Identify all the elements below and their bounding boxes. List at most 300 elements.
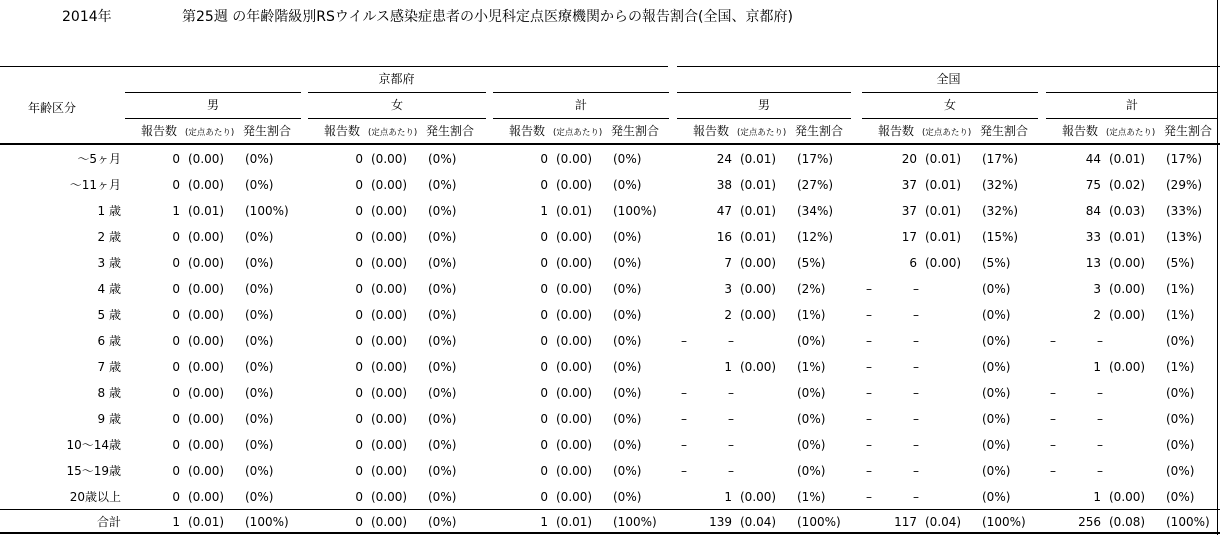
cell-count: – — [866, 490, 872, 504]
cell-count: – — [681, 464, 687, 478]
region-header: 京都府 — [378, 72, 415, 86]
cell-rate: – — [728, 386, 734, 400]
cell-count: 0 — [355, 230, 363, 244]
cell-pct: (0%) — [428, 490, 457, 504]
cell-pct: (100%) — [982, 515, 1026, 529]
sub-header-rate: (定点あたり) — [368, 128, 418, 138]
cell-pct: (17%) — [982, 152, 1019, 166]
cell-pct: (0%) — [613, 412, 642, 426]
cell-count: 6 — [909, 256, 917, 270]
cell-pct: (0%) — [982, 412, 1011, 426]
cell-pct: (0%) — [613, 256, 642, 270]
cell-pct: (0%) — [613, 308, 642, 322]
cell-count: 0 — [540, 256, 548, 270]
sub-header-rule — [125, 118, 301, 119]
sex-header-rule — [677, 92, 851, 93]
cell-count: – — [681, 334, 687, 348]
cell-count: 0 — [355, 204, 363, 218]
cell-count: 38 — [716, 178, 732, 192]
cell-rate: (0.00) — [556, 490, 593, 504]
cell-count: 0 — [540, 386, 548, 400]
cell-count: 0 — [172, 256, 180, 270]
cell-pct: (0%) — [428, 334, 457, 348]
sub-header-rate: (定点あたり) — [553, 128, 603, 138]
cell-count: 2 — [1093, 308, 1101, 322]
cell-rate: (0.00) — [188, 152, 225, 166]
cell-rate: (0.00) — [1109, 360, 1146, 374]
cell-count: 0 — [540, 490, 548, 504]
cell-rate: (0.00) — [740, 256, 777, 270]
cell-pct: (0%) — [428, 360, 457, 374]
cell-count: 0 — [540, 230, 548, 244]
sub-header-rule — [493, 118, 669, 119]
cell-count: 0 — [355, 386, 363, 400]
age-row-label: 20歳以上 — [69, 490, 121, 504]
sub-header-rate: (定点あたり) — [1106, 128, 1156, 138]
cell-rate: (0.00) — [740, 360, 777, 374]
cell-pct: (0%) — [245, 334, 274, 348]
cell-count: 1 — [724, 490, 732, 504]
cell-count: 0 — [172, 490, 180, 504]
cell-count: 0 — [540, 464, 548, 478]
cell-rate: (0.00) — [371, 438, 408, 452]
cell-pct: (1%) — [797, 490, 826, 504]
cell-pct: (0%) — [613, 386, 642, 400]
cell-pct: (13%) — [1166, 230, 1203, 244]
cell-count: 2 — [724, 308, 732, 322]
sex-header: 計 — [1125, 98, 1139, 112]
cell-count: 0 — [355, 412, 363, 426]
sex-header-rule — [862, 92, 1038, 93]
cell-pct: (0%) — [982, 386, 1011, 400]
cell-rate: (0.01) — [556, 515, 593, 529]
cell-count: 37 — [901, 204, 917, 218]
cell-rate: – — [913, 386, 919, 400]
cell-pct: (0%) — [428, 230, 457, 244]
cell-rate: – — [1097, 334, 1103, 348]
cell-count: 24 — [716, 152, 732, 166]
cell-count: 0 — [540, 308, 548, 322]
cell-rate: – — [728, 334, 734, 348]
cell-pct: (0%) — [982, 438, 1011, 452]
cell-rate: (0.01) — [925, 204, 962, 218]
cell-pct: (0%) — [1166, 334, 1195, 348]
cell-rate: (0.01) — [740, 204, 777, 218]
cell-rate: – — [728, 438, 734, 452]
cell-pct: (0%) — [982, 308, 1011, 322]
cell-count: – — [866, 438, 872, 452]
cell-pct: (100%) — [245, 515, 289, 529]
cell-pct: (100%) — [1166, 515, 1210, 529]
cell-count: – — [866, 282, 872, 296]
cell-rate: (0.00) — [925, 256, 962, 270]
cell-count: – — [866, 308, 872, 322]
sex-header-rule — [308, 92, 486, 93]
cell-rate: (0.01) — [740, 178, 777, 192]
cell-pct: (5%) — [797, 256, 826, 270]
cell-count: 0 — [355, 152, 363, 166]
row-header-label: 年齢区分 — [27, 101, 77, 115]
cell-count: – — [1050, 464, 1056, 478]
cell-count: – — [1050, 438, 1056, 452]
cell-pct: (0%) — [245, 256, 274, 270]
cell-pct: (17%) — [1166, 152, 1203, 166]
age-row-label: 9 歳 — [97, 412, 121, 426]
cell-count: 0 — [355, 464, 363, 478]
age-row-label: 2 歳 — [97, 230, 121, 244]
cell-count: 0 — [355, 360, 363, 374]
age-row-label: 7 歳 — [97, 360, 121, 374]
cell-pct: (0%) — [428, 256, 457, 270]
cell-pct: (27%) — [797, 178, 834, 192]
age-row-label: 10～14歳 — [66, 438, 121, 452]
cell-pct: (0%) — [1166, 412, 1195, 426]
year-label: 2014年 — [62, 9, 112, 25]
cell-rate: – — [1097, 464, 1103, 478]
cell-rate: (0.00) — [556, 256, 593, 270]
cell-rate: (0.00) — [556, 386, 593, 400]
cell-rate: (0.01) — [1109, 230, 1146, 244]
cell-count: 0 — [172, 308, 180, 322]
cell-pct: (0%) — [245, 438, 274, 452]
cell-pct: (0%) — [428, 204, 457, 218]
cell-pct: (0%) — [982, 360, 1011, 374]
cell-rate: (0.00) — [188, 412, 225, 426]
age-row-label: 4 歳 — [97, 282, 121, 296]
cell-rate: (0.01) — [188, 204, 225, 218]
cell-rate: (0.00) — [556, 464, 593, 478]
cell-pct: (0%) — [245, 412, 274, 426]
cell-count: 0 — [172, 386, 180, 400]
cell-count: 13 — [1085, 256, 1101, 270]
cell-pct: (0%) — [245, 178, 274, 192]
cell-count: 0 — [172, 334, 180, 348]
cell-rate: (0.00) — [188, 308, 225, 322]
cell-rate: (0.02) — [1109, 178, 1146, 192]
cell-rate: (0.00) — [371, 178, 408, 192]
cell-rate: (0.00) — [371, 490, 408, 504]
cell-count: 16 — [716, 230, 732, 244]
cell-count: 1 — [724, 360, 732, 374]
cell-rate: (0.01) — [925, 230, 962, 244]
cell-rate: – — [728, 412, 734, 426]
cell-pct: (0%) — [1166, 490, 1195, 504]
right-border-line — [1217, 0, 1218, 535]
cell-rate: (0.00) — [371, 308, 408, 322]
page-title: 第25週 の年齢階級別RSウイルス感染症患者の小児科定点医療機関からの報告割合(全国、京都府) — [182, 9, 793, 25]
cell-pct: (0%) — [982, 490, 1011, 504]
table-bottom-rule — [0, 532, 1220, 534]
cell-pct: (0%) — [428, 178, 457, 192]
sub-header-rule — [1046, 118, 1218, 119]
table-top-rule — [677, 66, 1220, 67]
cell-rate: (0.00) — [371, 386, 408, 400]
sex-header-rule — [1046, 92, 1218, 93]
sex-header-rule — [493, 92, 669, 93]
cell-count: 0 — [540, 412, 548, 426]
cell-rate: (0.04) — [740, 515, 777, 529]
cell-count: 84 — [1085, 204, 1101, 218]
cell-rate: (0.00) — [556, 334, 593, 348]
cell-rate: (0.00) — [371, 334, 408, 348]
cell-pct: (0%) — [1166, 438, 1195, 452]
cell-pct: (0%) — [613, 230, 642, 244]
cell-rate: (0.01) — [740, 230, 777, 244]
cell-count: 0 — [172, 360, 180, 374]
cell-pct: (1%) — [1166, 308, 1195, 322]
cell-pct: (0%) — [245, 230, 274, 244]
cell-pct: (0%) — [613, 490, 642, 504]
cell-count: 1 — [1093, 360, 1101, 374]
age-row-label: 6 歳 — [97, 334, 121, 348]
sub-header-pct: 発生割合 — [426, 124, 475, 138]
cell-pct: (0%) — [428, 386, 457, 400]
cell-count: 139 — [709, 515, 732, 529]
region-header: 全国 — [936, 72, 961, 86]
cell-pct: (0%) — [1166, 464, 1195, 478]
cell-count: 44 — [1085, 152, 1101, 166]
cell-pct: (1%) — [797, 360, 826, 374]
cell-rate: (0.00) — [371, 256, 408, 270]
cell-pct: (100%) — [245, 204, 289, 218]
cell-rate: (0.00) — [1109, 256, 1146, 270]
sub-header-rate: (定点あたり) — [922, 128, 972, 138]
cell-count: 0 — [172, 464, 180, 478]
cell-count: – — [866, 386, 872, 400]
cell-rate: – — [728, 464, 734, 478]
cell-pct: (0%) — [428, 438, 457, 452]
sex-header: 計 — [574, 98, 588, 112]
sex-header: 男 — [757, 98, 771, 112]
cell-rate: – — [913, 412, 919, 426]
cell-pct: (0%) — [428, 282, 457, 296]
cell-pct: (0%) — [245, 464, 274, 478]
sub-header-count: 報告数 — [324, 124, 361, 138]
cell-pct: (100%) — [613, 204, 657, 218]
cell-rate: – — [913, 308, 919, 322]
cell-count: 256 — [1078, 515, 1101, 529]
cell-pct: (0%) — [613, 152, 642, 166]
cell-pct: (0%) — [613, 334, 642, 348]
sex-header-rule — [125, 92, 301, 93]
cell-rate: (0.00) — [1109, 282, 1146, 296]
cell-pct: (1%) — [1166, 360, 1195, 374]
cell-pct: (29%) — [1166, 178, 1203, 192]
cell-pct: (0%) — [1166, 386, 1195, 400]
cell-count: 1 — [540, 515, 548, 529]
cell-rate: (0.03) — [1109, 204, 1146, 218]
cell-count: 0 — [355, 334, 363, 348]
age-row-label: 8 歳 — [97, 386, 121, 400]
cell-rate: – — [913, 360, 919, 374]
cell-pct: (17%) — [797, 152, 834, 166]
cell-count: 1 — [540, 204, 548, 218]
cell-count: 0 — [355, 438, 363, 452]
cell-count: 0 — [355, 308, 363, 322]
cell-pct: (5%) — [982, 256, 1011, 270]
sub-header-rate: (定点あたり) — [185, 128, 235, 138]
cell-count: 0 — [172, 438, 180, 452]
cell-count: 0 — [540, 438, 548, 452]
cell-rate: (0.00) — [371, 515, 408, 529]
cell-count: 0 — [540, 360, 548, 374]
age-row-label: 5 歳 — [97, 308, 121, 322]
cell-rate: (0.00) — [188, 464, 225, 478]
cell-rate: (0.00) — [371, 282, 408, 296]
cell-pct: (0%) — [428, 464, 457, 478]
cell-count: 1 — [172, 515, 180, 529]
cell-rate: (0.00) — [556, 282, 593, 296]
total-top-rule — [0, 509, 1220, 510]
cell-count: 3 — [724, 282, 732, 296]
cell-pct: (32%) — [982, 178, 1019, 192]
cell-rate: (0.01) — [1109, 152, 1146, 166]
cell-count: 1 — [172, 204, 180, 218]
cell-count: 0 — [540, 152, 548, 166]
age-row-label: 1 歳 — [97, 204, 121, 218]
cell-count: 0 — [172, 282, 180, 296]
cell-rate: (0.00) — [188, 230, 225, 244]
cell-rate: (0.00) — [371, 230, 408, 244]
cell-count: 37 — [901, 178, 917, 192]
age-row-label: ～11ヶ月 — [69, 178, 121, 192]
sex-header: 男 — [206, 98, 220, 112]
cell-rate: – — [913, 282, 919, 296]
cell-pct: (0%) — [982, 464, 1011, 478]
cell-count: – — [866, 464, 872, 478]
cell-rate: (0.00) — [371, 204, 408, 218]
cell-count: – — [866, 412, 872, 426]
sex-header: 女 — [390, 98, 404, 112]
cell-rate: (0.00) — [188, 256, 225, 270]
cell-rate: (0.00) — [371, 464, 408, 478]
sex-header: 女 — [943, 98, 957, 112]
cell-rate: (0.00) — [1109, 490, 1146, 504]
cell-pct: (0%) — [245, 282, 274, 296]
sub-header-count: 報告数 — [509, 124, 546, 138]
cell-rate: (0.00) — [740, 308, 777, 322]
cell-rate: – — [913, 490, 919, 504]
cell-rate: (0.00) — [188, 438, 225, 452]
sub-header-rule — [677, 118, 851, 119]
age-row-label: ～5ヶ月 — [77, 152, 121, 166]
cell-rate: (0.00) — [188, 386, 225, 400]
cell-pct: (34%) — [797, 204, 834, 218]
sub-header-count: 報告数 — [1062, 124, 1099, 138]
cell-count: – — [1050, 412, 1056, 426]
cell-rate: – — [1097, 438, 1103, 452]
cell-pct: (0%) — [428, 308, 457, 322]
cell-rate: (0.00) — [556, 438, 593, 452]
cell-rate: (0.00) — [740, 282, 777, 296]
sub-header-pct: 発生割合 — [980, 124, 1029, 138]
cell-count: 0 — [355, 282, 363, 296]
cell-count: 0 — [172, 230, 180, 244]
cell-pct: (32%) — [982, 204, 1019, 218]
cell-count: 7 — [724, 256, 732, 270]
cell-count: 17 — [901, 230, 917, 244]
cell-rate: (0.01) — [556, 204, 593, 218]
cell-rate: (0.00) — [371, 152, 408, 166]
cell-pct: (12%) — [797, 230, 834, 244]
cell-rate: (0.00) — [188, 282, 225, 296]
cell-count: 0 — [355, 515, 363, 529]
cell-rate: (0.00) — [556, 308, 593, 322]
sub-header-count: 報告数 — [141, 124, 178, 138]
cell-rate: (0.01) — [925, 178, 962, 192]
cell-pct: (0%) — [428, 152, 457, 166]
cell-count: 75 — [1085, 178, 1101, 192]
sub-header-rule — [862, 118, 1038, 119]
cell-count: – — [1050, 334, 1056, 348]
cell-count: 0 — [355, 490, 363, 504]
cell-rate: (0.00) — [556, 152, 593, 166]
cell-pct: (0%) — [797, 386, 826, 400]
cell-rate: (0.01) — [188, 515, 225, 529]
cell-rate: – — [913, 464, 919, 478]
sub-header-pct: 発生割合 — [243, 124, 292, 138]
cell-rate: (0.00) — [556, 412, 593, 426]
table-top-rule — [0, 66, 668, 67]
cell-count: 1 — [1093, 490, 1101, 504]
cell-rate: (0.01) — [925, 152, 962, 166]
cell-count: – — [866, 360, 872, 374]
sub-header-rule — [308, 118, 486, 119]
sub-header-count: 報告数 — [878, 124, 915, 138]
cell-count: 0 — [540, 282, 548, 296]
cell-count: 0 — [355, 178, 363, 192]
cell-rate: – — [913, 438, 919, 452]
cell-count: 117 — [894, 515, 917, 529]
cell-pct: (0%) — [797, 438, 826, 452]
header-bottom-rule — [0, 143, 1220, 145]
cell-pct: (0%) — [428, 412, 457, 426]
cell-count: 0 — [355, 256, 363, 270]
cell-rate: (0.00) — [740, 490, 777, 504]
cell-count: 3 — [1093, 282, 1101, 296]
cell-rate: (0.01) — [740, 152, 777, 166]
cell-pct: (0%) — [245, 490, 274, 504]
sub-header-rate: (定点あたり) — [737, 128, 787, 138]
cell-count: 0 — [172, 152, 180, 166]
cell-pct: (1%) — [797, 308, 826, 322]
cell-rate: (0.00) — [556, 230, 593, 244]
cell-rate: – — [913, 334, 919, 348]
sub-header-pct: 発生割合 — [611, 124, 660, 138]
cell-pct: (0%) — [982, 334, 1011, 348]
cell-pct: (0%) — [613, 360, 642, 374]
cell-count: 0 — [540, 178, 548, 192]
cell-rate: (0.00) — [371, 360, 408, 374]
sub-header-count: 報告数 — [693, 124, 730, 138]
cell-count: 47 — [716, 204, 732, 218]
cell-pct: (100%) — [613, 515, 657, 529]
cell-rate: (0.00) — [188, 360, 225, 374]
cell-rate: (0.00) — [371, 412, 408, 426]
cell-pct: (0%) — [797, 334, 826, 348]
cell-rate: (0.00) — [556, 178, 593, 192]
cell-rate: (0.04) — [925, 515, 962, 529]
cell-pct: (2%) — [797, 282, 826, 296]
cell-pct: (0%) — [613, 282, 642, 296]
cell-count: – — [1050, 386, 1056, 400]
cell-count: – — [681, 438, 687, 452]
age-row-label: 15～19歳 — [66, 464, 121, 478]
cell-pct: (100%) — [797, 515, 841, 529]
cell-rate: (0.00) — [1109, 308, 1146, 322]
age-row-label: 3 歳 — [97, 256, 121, 270]
total-row-label: 合計 — [96, 515, 121, 529]
